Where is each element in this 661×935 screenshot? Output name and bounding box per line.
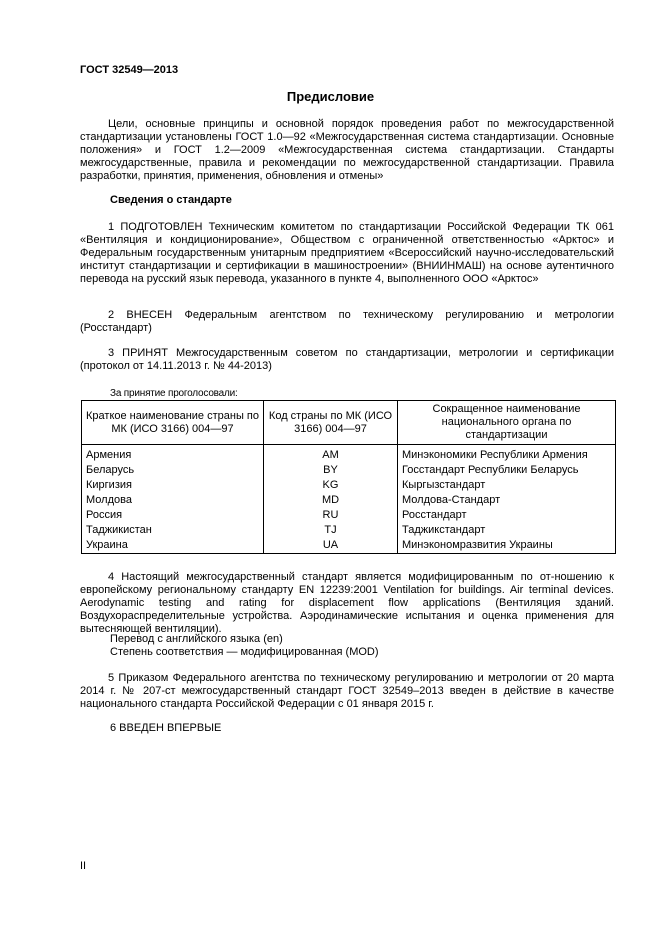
code-cell: UA (264, 538, 398, 554)
item-4-modified: 4 Настоящий межгосударственный стандарт является модифицированным по от-ношению к европейскому региональному стандарту EN 12239:2001 Ventilation for buildings. Air terminal devices. Aerodynamic testing and rating for displacement flow applications (Вентиляция зданий. Воздухораспределительные устройства. Аэродинамические испытания и оценка применения для вытесняющей вентиляции). (80, 571, 614, 635)
translation-note: Перевод с английского языка (en) (110, 633, 283, 645)
section-title: Сведения о стандарте (110, 194, 232, 206)
header-body: Сокращенное наименование национального органа по стандартизации (398, 401, 616, 445)
body-cell: Росстандарт (398, 508, 616, 523)
country-cell: Украина (82, 538, 264, 554)
table-row (82, 523, 616, 538)
table-row (82, 538, 616, 554)
table-row (82, 478, 616, 493)
item-2-introduced: 2 ВНЕСЕН Федеральным агентством по техническому регулированию и метрологии (Росстандарт) (80, 309, 614, 334)
header-code: Код страны по МК (ИСО 3166) 004—97 (264, 401, 398, 445)
body-cell: Молдова-Стандарт (398, 493, 616, 508)
page-title: Предисловие (286, 89, 375, 104)
country-cell: Россия (82, 508, 264, 523)
body-cell: Госстандарт Республики Беларусь (398, 463, 616, 478)
table-row (82, 445, 616, 464)
code-cell: AM (264, 445, 398, 464)
body-cell: Минэкономразвития Украины (398, 538, 616, 554)
code-cell: MD (264, 493, 398, 508)
item-1-prepared: 1 ПОДГОТОВЛЕН Техническим комитетом по стандартизации Российской Федерации ТК 061 «Вентиляция и кондиционирование», Обществом с ограниченной ответственностью «Арктос» и Федеральным государственным унитарным предприятием «Всероссийский научно-исследовательский институт стандартизации и сертификации в машиностроении» (ВНИИНМАШ) на основе аутентичного перевода на русский язык перевода, указанного в пункте 4, выполненного ООО «Арктос» (80, 221, 614, 285)
standard-code: ГОСТ 32549—2013 (80, 64, 179, 76)
item-5-order: 5 Приказом Федерального агентства по техническому регулированию и метрологии от 20 марта 2014 г. № 207-ст межгосударственный стандарт ГОСТ 32549–2013 введен в действие в качестве национального стандарта Российской Федерации с 01 января 2015 г. (80, 672, 614, 710)
body-cell: Таджикстандарт (398, 523, 616, 538)
vote-table (81, 400, 616, 554)
item-6-first: 6 ВВЕДЕН ВПЕРВЫЕ (110, 722, 222, 734)
code-cell: KG (264, 478, 398, 493)
country-cell: Киргизия (82, 478, 264, 493)
code-cell: BY (264, 463, 398, 478)
country-cell: Молдова (82, 493, 264, 508)
conformity-note: Степень соответствия — модифицированная (MOD) (110, 646, 379, 658)
table-header-row (82, 401, 616, 445)
body-cell: Кыргызстандарт (398, 478, 616, 493)
body-cell: Минэкономики Республики Армения (398, 445, 616, 464)
code-cell: TJ (264, 523, 398, 538)
table-row (82, 493, 616, 508)
page-number: II (80, 860, 87, 872)
table-row (82, 508, 616, 523)
country-cell: Таджикистан (82, 523, 264, 538)
vote-table-caption: За принятие проголосовали: (110, 388, 238, 399)
header-country: Краткое наименование страны по МК (ИСО 3166) 004—97 (82, 401, 264, 445)
country-cell: Армения (82, 445, 264, 464)
table-row (82, 463, 616, 478)
country-cell: Беларусь (82, 463, 264, 478)
intro-paragraph: Цели, основные принципы и основной порядок проведения работ по межгосударственной стандартизации установлены ГОСТ 1.0—92 «Межгосударственная система стандартизации. Основные положения» и ГОСТ 1.2—2009 «Межгосударственная система стандартизации. Стандарты межгосударственные, правила и рекомендации по межгосударственной стандартизации. Правила разработки, принятия, применения, обновления и отмены» (80, 118, 614, 182)
code-cell: RU (264, 508, 398, 523)
item-3-adopted: 3 ПРИНЯТ Межгосударственным советом по стандартизации, метрологии и сертификации (протокол от 14.11.2013 г. № 44-2013) (80, 347, 614, 372)
